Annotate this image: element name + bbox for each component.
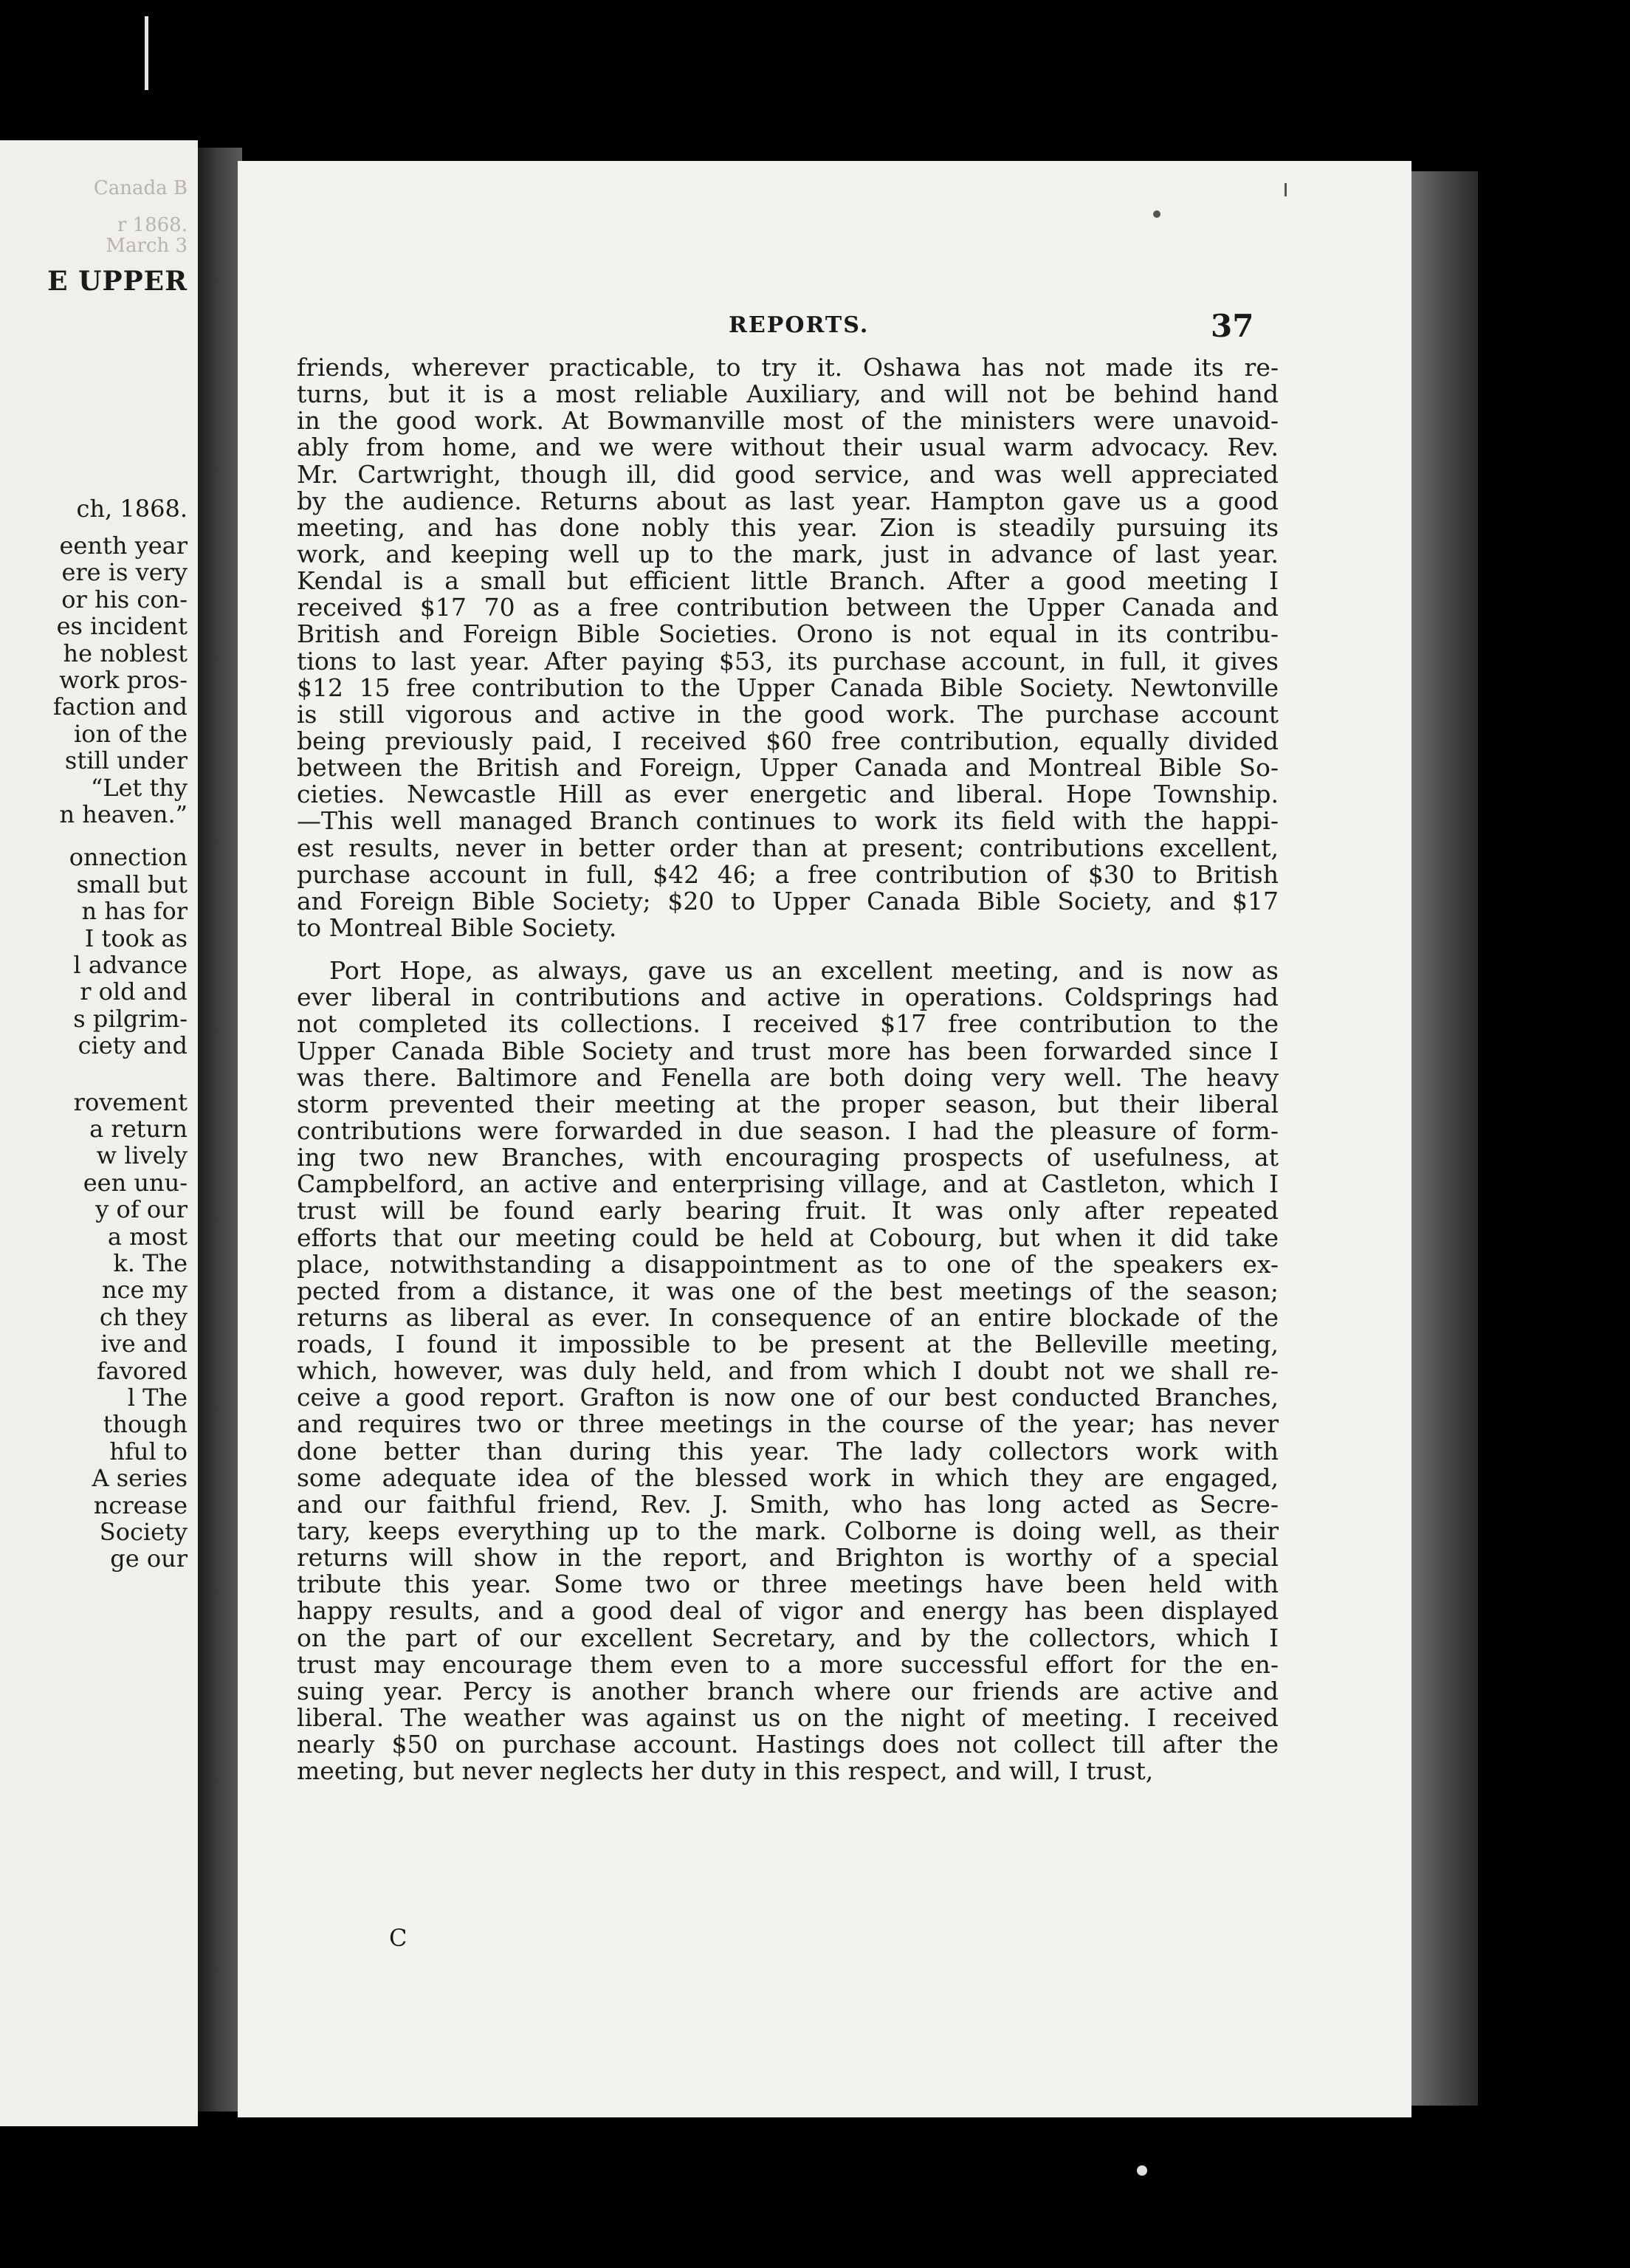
book-gutter <box>198 148 242 2111</box>
text-line: turns, but it is a most reliable Auxiliary, and will not be behind hand <box>297 379 1279 409</box>
text-line: suing year. Percy is another branch where our friends are active and <box>297 1676 1279 1705</box>
text-line: cieties. Newcastle Hill as ever energetic and liberal. Hope Township. <box>297 780 1279 809</box>
text-line: being previously paid, I received $60 free contribution, equally divided <box>297 726 1279 755</box>
left-page-line: though <box>103 1410 188 1439</box>
text-line: tary, keeps everything up to the mark. Colborne is doing well, as their <box>297 1516 1279 1546</box>
left-page-line: l advance <box>73 951 188 979</box>
left-page-line: ciety and <box>78 1031 188 1060</box>
text-line: trust may encourage them even to a more successful effort for the en- <box>297 1649 1279 1679</box>
text-line: Upper Canada Bible Society and trust more has been forwarded since I <box>297 1036 1279 1065</box>
left-page-line: rovement <box>73 1087 188 1116</box>
left-page-line: favored <box>97 1356 188 1385</box>
text-line: and our faithful friend, Rev. J. Smith, who has long acted as Secre- <box>297 1489 1279 1519</box>
left-page-line: een unu- <box>83 1168 188 1197</box>
text-line: is still vigorous and active in the good work. The purchase account <box>297 699 1279 729</box>
text-line: some adequate idea of the blessed work in which they are engaged, <box>297 1463 1279 1492</box>
left-ghost-line: Canada B <box>93 177 188 199</box>
text-line: not completed its collections. I received $17 free contribution to the <box>297 1009 1279 1039</box>
text-line: happy results, and a good deal of vigor and energy has been displayed <box>297 1596 1279 1626</box>
text-line: Kendal is a small but efficient little Branch. After a good meeting I <box>297 566 1279 596</box>
left-page-line: ive and <box>100 1330 188 1358</box>
text-line: Port Hope, as always, gave us an excellent meeting, and is now as <box>329 956 1279 986</box>
left-page-line: l The <box>127 1384 188 1412</box>
text-line: contributions were forwarded in due season. I had the pleasure of form- <box>297 1116 1279 1145</box>
text-line: by the audience. Returns about as last year. Hampton gave us a good <box>297 486 1279 515</box>
text-line: place, notwithstanding a disappointment as to one of the speakers ex- <box>297 1249 1279 1279</box>
left-page-line: small but <box>76 870 188 898</box>
text-line: meeting, but never neglects her duty in this respect, and will, I trust, <box>297 1756 1154 1786</box>
text-line: to Montreal Bible Society. <box>297 913 617 942</box>
text-line: returns will show in the report, and Brighton is worthy of a special <box>297 1543 1279 1573</box>
left-page-line: w lively <box>96 1141 188 1170</box>
text-line: storm prevented their meeting at the proper season, but their liberal <box>297 1089 1279 1118</box>
left-page-line: A series <box>92 1464 188 1493</box>
text-line: which, however, was duly held, and from which I doubt not we shall re- <box>297 1356 1279 1386</box>
left-page-line: Society <box>99 1518 188 1546</box>
text-line: Campbelford, an active and enterprising village, and at Castleton, which I <box>297 1169 1279 1199</box>
left-page-line: work pros- <box>59 666 188 694</box>
left-page-line: eenth year <box>59 532 188 560</box>
left-page-line: ncrease <box>93 1491 188 1519</box>
text-line: on the part of our excellent Secretary, and by the collectors, which I <box>297 1623 1279 1652</box>
left-facing-page <box>0 140 198 2126</box>
text-line: tions to last year. After paying $53, its purchase account, in full, it gives <box>297 646 1279 676</box>
left-page-line: r old and <box>80 977 188 1006</box>
signature-mark: C <box>389 1924 408 1952</box>
left-page-line: I took as <box>84 924 188 952</box>
left-page-line: “Let thy <box>90 773 188 802</box>
text-line: was there. Baltimore and Fenella are both doing very well. The heavy <box>297 1062 1279 1092</box>
text-line: and Foreign Bible Society; $20 to Upper Canada Bible Society, and $17 <box>297 886 1279 915</box>
page-header <box>238 308 1411 349</box>
text-line: $12 15 free contribution to the Upper Canada Bible Society. Newtonville <box>297 673 1279 702</box>
left-page-line: ch they <box>99 1302 188 1331</box>
text-line: ever liberal in contributions and active in operations. Coldsprings had <box>297 983 1279 1012</box>
left-page-line: n has for <box>81 897 188 926</box>
text-line: work, and keeping well up to the mark, just in advance of last year. <box>297 539 1279 568</box>
left-page-line: nce my <box>101 1276 188 1305</box>
left-page-line: s pilgrim- <box>73 1004 188 1033</box>
left-page-line: n heaven.” <box>59 800 188 828</box>
text-line: est results, never in better order than at present; contributions excellent, <box>297 833 1279 862</box>
text-line: received $17 70 as a free contribution between the Upper Canada and <box>297 593 1279 622</box>
text-line: ably from home, and we were without their usual warm advocacy. Rev. <box>297 433 1279 462</box>
left-page-line: y of our <box>95 1195 188 1224</box>
text-line: purchase account in full, $42 46; a free contribution of $30 to British <box>297 859 1279 889</box>
page-edge <box>1411 171 1478 2106</box>
text-line: liberal. The weather was against us on the night of meeting. I received <box>297 1703 1279 1733</box>
text-line: and requires two or three meetings in the course of the year; has never <box>297 1409 1279 1439</box>
left-page-line: ere is very <box>61 558 188 587</box>
left-page-line: a most <box>107 1222 188 1251</box>
paragraph-gap <box>297 941 1279 958</box>
body-text <box>297 354 1279 1784</box>
text-line: ceive a good report. Grafton is now one of our best conducted Branches, <box>297 1383 1279 1412</box>
text-line: trust will be found early bearing fruit. It was only after repeated <box>297 1196 1279 1226</box>
left-page-line: k. The <box>113 1249 188 1277</box>
left-page-line: es incident <box>56 612 188 641</box>
left-page-line: still under <box>64 746 188 775</box>
left-page-line: he noblest <box>63 639 188 667</box>
left-page-line: ge our <box>110 1544 188 1573</box>
running-head: REPORTS. <box>729 312 870 338</box>
text-line: —This well managed Branch continues to work its field with the happi- <box>297 806 1279 836</box>
text-line: in the good work. At Bowmanville most of the ministers were unavoid- <box>297 406 1279 436</box>
left-page-line: hful to <box>109 1437 188 1465</box>
document-page <box>238 161 1411 2117</box>
text-line: friends, wherever practicable, to try it. Oshawa has not made its re- <box>297 353 1279 382</box>
left-page-line: a return <box>89 1115 188 1143</box>
left-page-line: or his con- <box>61 585 188 614</box>
text-line: between the British and Foreign, Upper Canada and Montreal Bible So- <box>297 753 1279 783</box>
left-page-line: faction and <box>52 693 188 721</box>
text-line: pected from a distance, it was one of the best meetings of the season; <box>297 1276 1279 1305</box>
text-line: British and Foreign Bible Societies. Orono is not equal in its contribu- <box>297 619 1279 649</box>
text-line: tribute this year. Some two or three meetings have been held with <box>297 1570 1279 1599</box>
text-line: done better than during this year. The lady collectors work with <box>297 1436 1279 1465</box>
page-number: 37 <box>1211 308 1254 344</box>
left-page-heading: E UPPER <box>47 266 188 297</box>
left-page-date: ch, 1868. <box>76 495 188 523</box>
text-line: roads, I found it impossible to be present at the Belleville meeting, <box>297 1330 1279 1359</box>
text-line: nearly $50 on purchase account. Hastings does not collect till after the <box>297 1730 1279 1759</box>
text-line: ing two new Branches, with encouraging prospects of usefulness, at <box>297 1143 1279 1172</box>
left-ghost-line: r 1868. <box>117 214 188 236</box>
text-line: Mr. Cartwright, though ill, did good service, and was well appreciated <box>297 459 1279 489</box>
left-ghost-line: March 3 <box>106 235 188 257</box>
text-line: efforts that our meeting could be held at Cobourg, but when it did take <box>297 1223 1279 1252</box>
left-page-line: ion of the <box>74 719 188 748</box>
text-line: meeting, and has done nobly this year. Zion is steadily pursuing its <box>297 512 1279 542</box>
left-page-line: onnection <box>69 843 188 872</box>
text-line: returns as liberal as ever. In consequence of an entire blockade of the <box>297 1302 1279 1332</box>
